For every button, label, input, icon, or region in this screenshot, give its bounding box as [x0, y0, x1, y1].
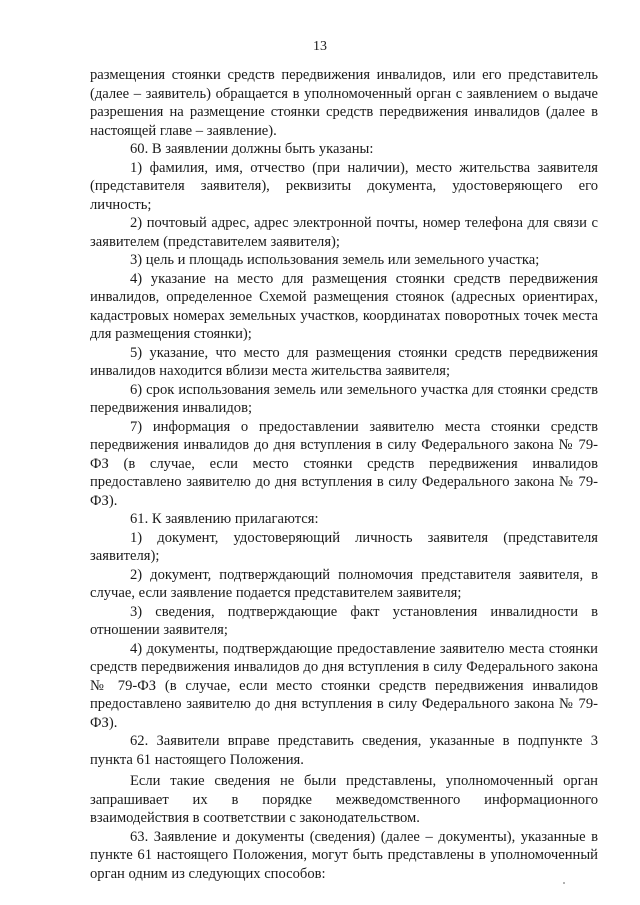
paragraph-60-item-3: 3) цель и площадь использования земель или земельного участка; — [130, 252, 540, 268]
paragraph-clause-61: 61. К заявлению прилагаются: — [130, 511, 319, 527]
document-body — [90, 66, 598, 883]
paragraph-60-item-4: 4) указание на место для размещения стоянки средств передвижения инвалидов, определенное Схемой размещения стоянок (адресных ориентирах, кадастровых номерах земельных участков, координатах поворотных точек места для размещения стоянки); — [90, 270, 598, 342]
paragraph-continuation: размещения стоянки средств передвижения инвалидов, или его представитель (далее – заявитель) обращается в уполномоченный орган с заявлением о выдаче разрешения на размещение стоянки средств передвижения инвалидов (далее в настоящей главе – заявление). — [90, 67, 598, 139]
paragraph-60-item-5: 5) указание, что место для размещения стоянки средств передвижения инвалидов находится вблизи места жительства заявителя; — [90, 344, 598, 379]
paragraph-60-item-1: 1) фамилия, имя, отчество (при наличии), место жительства заявителя (представителя заявителя), реквизиты документа, удостоверяющего его личность; — [90, 159, 598, 213]
paragraph-clause-60: 60. В заявлении должны быть указаны: — [130, 141, 374, 157]
paragraph-60-item-7: 7) информация о предоставлении заявителю места стоянки средств передвижения инвалидов до дня вступления в силу Федерального закона № 79-ФЗ (в случае, если место стоянки средств передвижения инвалидов предоставлено заявителю до дня вступления в силу Федерального закона № 79-ФЗ). — [90, 418, 598, 509]
paragraph-61-item-3: 3) сведения, подтверждающие факт установления инвалидности в отношении заявителя; — [90, 603, 598, 638]
paragraph-61-item-1: 1) документ, удостоверяющий личность заявителя (представителя заявителя); — [90, 529, 598, 564]
paragraph-clause-63: 63. Заявление и документы (сведения) (далее – документы), указанные в пункте 61 настоящего Положения, могут быть представлены в уполномоченный орган одним из следующих способов: — [90, 828, 598, 882]
paragraph-clause-62: 62. Заявители вправе представить сведения, указанные в подпункте 3 пункта 61 настоящего Положения. — [90, 733, 598, 768]
paragraph-60-item-2: 2) почтовый адрес, адрес электронной почты, номер телефона для связи с заявителем (представителем заявителя); — [90, 215, 598, 250]
paragraph-61-item-2: 2) документ, подтверждающий полномочия представителя заявителя, в случае, если заявление подается представителем заявителя; — [90, 566, 598, 601]
page-number: 13 — [313, 39, 327, 54]
scan-speck — [563, 882, 565, 884]
paragraph-62-continuation: Если такие сведения не были представлены, уполномоченный орган запрашивает их в порядке межведомственного информационного взаимодействия в соответствии с законодательством. — [90, 773, 598, 826]
paragraph-60-item-6: 6) срок использования земель или земельного участка для стоянки средств передвижения инвалидов; — [90, 381, 598, 416]
paragraph-61-item-4: 4) документы, подтверждающие предоставление заявителю места стоянки средств передвижения инвалидов до дня вступления в силу Федерального закона № 79-ФЗ (в случае, если место стоянки средств передвижения инвалидов предоставлено заявителю до дня вступления в силу Федерального закона № 79-ФЗ). — [90, 640, 598, 731]
